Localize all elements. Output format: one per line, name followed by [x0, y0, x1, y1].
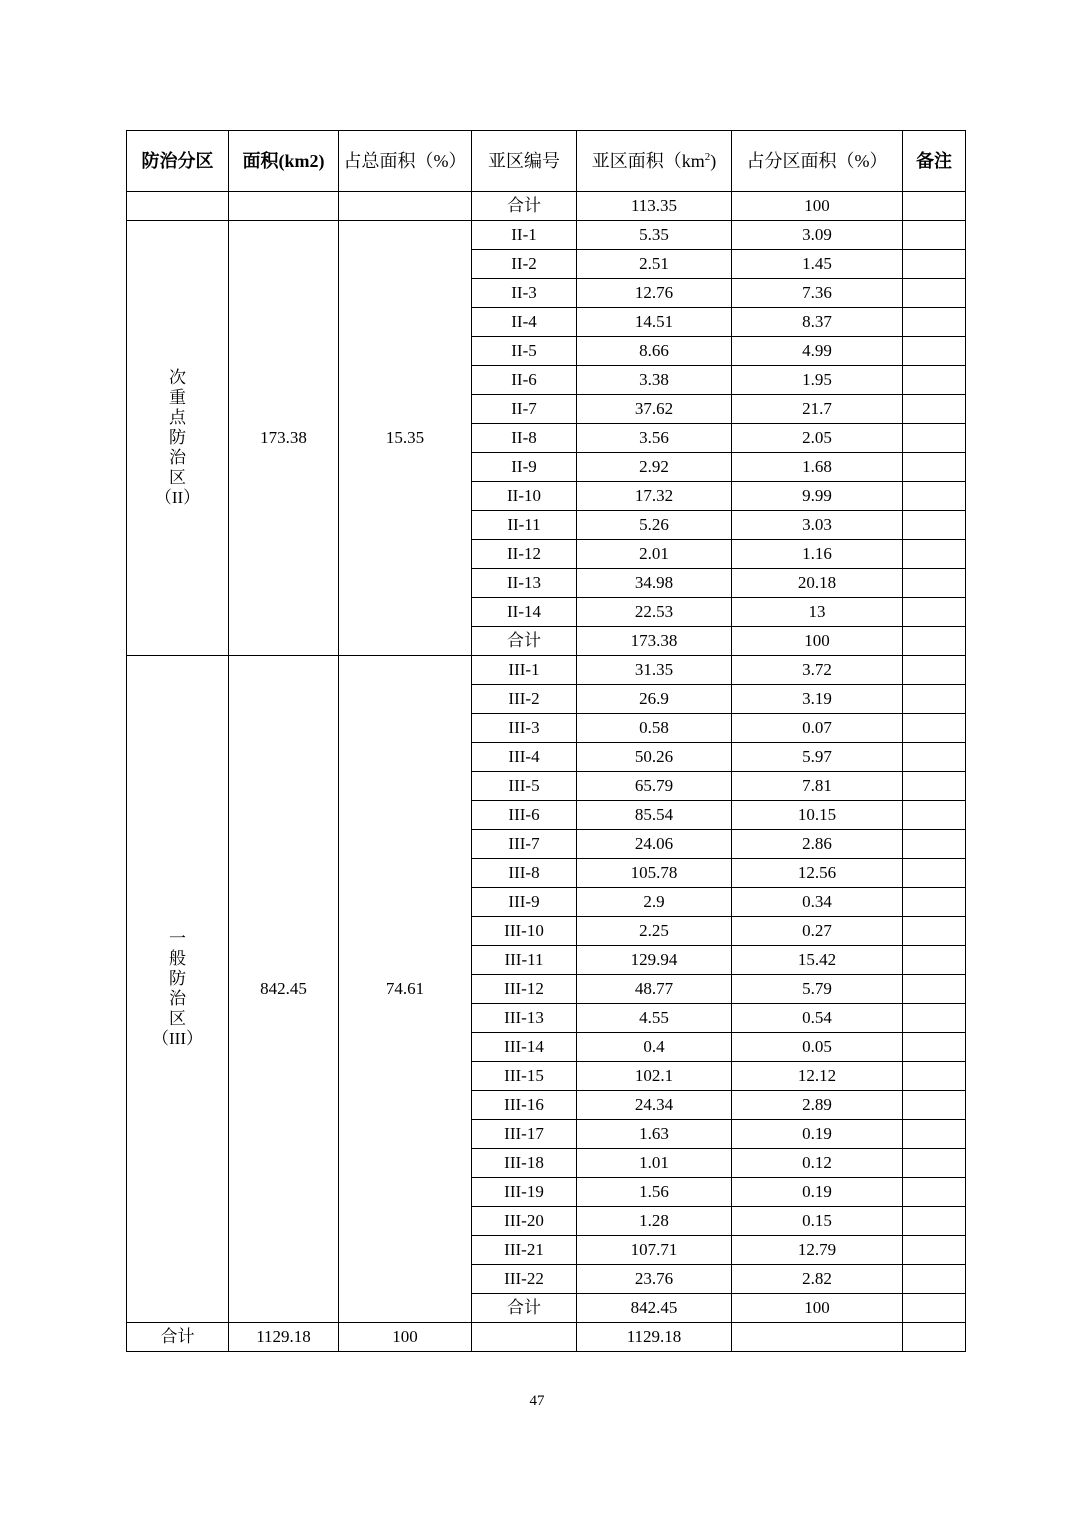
cell-remarks — [903, 1207, 966, 1236]
cell-remarks — [903, 685, 966, 714]
zone-label-char: 治 — [169, 989, 186, 1008]
zone-area-cell: 842.45 — [229, 656, 339, 1323]
cell-subzone: III-1 — [472, 656, 577, 685]
cell-share: 12.79 — [732, 1236, 903, 1265]
cell-share: 8.37 — [732, 308, 903, 337]
cell-remarks — [903, 482, 966, 511]
cell-share: 100 — [732, 192, 903, 221]
cell-subzone: II-1 — [472, 221, 577, 250]
cell-subarea: 1.63 — [577, 1120, 732, 1149]
cell-remarks — [903, 540, 966, 569]
cell-subarea: 14.51 — [577, 308, 732, 337]
cell-subzone: III-22 — [472, 1265, 577, 1294]
cell-remarks — [903, 975, 966, 1004]
zone-label-char: 一 — [169, 929, 186, 948]
cell-subzone: III-9 — [472, 888, 577, 917]
cell-subarea: 2.25 — [577, 917, 732, 946]
cell-subarea: 34.98 — [577, 569, 732, 598]
cell-remarks — [903, 453, 966, 482]
zone-label-char: 区 — [169, 468, 186, 487]
cell-subarea: 2.9 — [577, 888, 732, 917]
zone-label-char: 治 — [169, 448, 186, 467]
zone-label-char: 重 — [169, 388, 186, 407]
cell-remarks — [903, 859, 966, 888]
cell-remarks — [903, 366, 966, 395]
zone-label-char: 点 — [169, 408, 186, 427]
cell-share: 2.82 — [732, 1265, 903, 1294]
cell-subzone: III-4 — [472, 743, 577, 772]
cell-remarks — [903, 801, 966, 830]
cell-share: 0.19 — [732, 1178, 903, 1207]
cell-subarea: 3.38 — [577, 366, 732, 395]
cell-share: 1.95 — [732, 366, 903, 395]
cell-subarea: 2.92 — [577, 453, 732, 482]
cell-subzone: III-3 — [472, 714, 577, 743]
cell-remarks — [903, 308, 966, 337]
cell-subzone: II-2 — [472, 250, 577, 279]
cell-share: 0.15 — [732, 1207, 903, 1236]
cell-remarks — [903, 1004, 966, 1033]
header-remarks: 备注 — [903, 131, 966, 192]
cell-share: 2.05 — [732, 424, 903, 453]
cell-subzone: 合计 — [472, 1294, 577, 1323]
zoning-table — [126, 130, 966, 1352]
cell-remarks — [903, 1323, 966, 1352]
cell-subarea: 4.55 — [577, 1004, 732, 1033]
cell-subarea: 85.54 — [577, 801, 732, 830]
cell-empty — [472, 1323, 577, 1352]
zone-label-char: （II） — [154, 488, 201, 507]
cell-remarks — [903, 511, 966, 540]
page-number: 47 — [529, 1393, 545, 1409]
table-row — [127, 656, 966, 685]
cell-subzone: III-11 — [472, 946, 577, 975]
cell-remarks — [903, 192, 966, 221]
cell-remarks — [903, 569, 966, 598]
cell-share: 3.03 — [732, 511, 903, 540]
cell-remarks — [903, 1062, 966, 1091]
zone-label-char: 般 — [169, 949, 186, 968]
cell-subarea: 65.79 — [577, 772, 732, 801]
header-subarea-text: 亚区面积（km — [591, 151, 705, 171]
cell-share: 13 — [732, 598, 903, 627]
cell-share: 2.86 — [732, 830, 903, 859]
grand-total-area: 1129.18 — [229, 1323, 339, 1352]
cell-subzone: 合计 — [472, 192, 577, 221]
cell-subzone: III-15 — [472, 1062, 577, 1091]
cell-subarea: 1.56 — [577, 1178, 732, 1207]
cell-share: 2.89 — [732, 1091, 903, 1120]
cell-share: 3.19 — [732, 685, 903, 714]
cell-subarea: 8.66 — [577, 337, 732, 366]
cell-subarea: 1.28 — [577, 1207, 732, 1236]
cell-empty — [229, 192, 339, 221]
cell-share: 5.79 — [732, 975, 903, 1004]
cell-subzone: III-10 — [472, 917, 577, 946]
cell-remarks — [903, 395, 966, 424]
cell-empty — [339, 192, 472, 221]
continuation-row — [127, 192, 966, 221]
cell-share: 1.45 — [732, 250, 903, 279]
cell-remarks — [903, 1178, 966, 1207]
cell-subzone: III-13 — [472, 1004, 577, 1033]
cell-subarea: 1.01 — [577, 1149, 732, 1178]
cell-subarea: 5.35 — [577, 221, 732, 250]
cell-subarea: 105.78 — [577, 859, 732, 888]
cell-remarks — [903, 946, 966, 975]
cell-share: 0.07 — [732, 714, 903, 743]
cell-share: 15.42 — [732, 946, 903, 975]
cell-subarea: 2.51 — [577, 250, 732, 279]
cell-share: 0.27 — [732, 917, 903, 946]
cell-subarea: 113.35 — [577, 192, 732, 221]
grand-total-row — [127, 1323, 966, 1352]
cell-share: 1.68 — [732, 453, 903, 482]
cell-share: 7.81 — [732, 772, 903, 801]
cell-subarea: 17.32 — [577, 482, 732, 511]
cell-share: 9.99 — [732, 482, 903, 511]
cell-subzone: III-18 — [472, 1149, 577, 1178]
cell-share: 10.15 — [732, 801, 903, 830]
cell-subzone: III-14 — [472, 1033, 577, 1062]
cell-share: 3.72 — [732, 656, 903, 685]
header-subarea-suffix: ) — [710, 151, 717, 171]
cell-subarea: 22.53 — [577, 598, 732, 627]
cell-subarea: 12.76 — [577, 279, 732, 308]
cell-remarks — [903, 1091, 966, 1120]
grand-total-subarea: 1129.18 — [577, 1323, 732, 1352]
cell-remarks — [903, 830, 966, 859]
cell-remarks — [903, 250, 966, 279]
cell-subzone: II-8 — [472, 424, 577, 453]
cell-remarks — [903, 917, 966, 946]
header-subzone: 亚区编号 — [472, 131, 577, 192]
cell-subzone: III-2 — [472, 685, 577, 714]
header-area: 面积(km2) — [229, 131, 339, 192]
table-header-row — [127, 131, 966, 192]
zone-label-cell — [127, 656, 229, 1323]
zone-label-char: 防 — [169, 428, 186, 447]
zone-label-char: （III） — [152, 1029, 203, 1048]
cell-subzone: II-6 — [472, 366, 577, 395]
cell-subzone: III-7 — [472, 830, 577, 859]
cell-remarks — [903, 888, 966, 917]
cell-subzone: II-5 — [472, 337, 577, 366]
header-subarea — [577, 131, 732, 192]
cell-subzone: III-20 — [472, 1207, 577, 1236]
cell-subarea: 48.77 — [577, 975, 732, 1004]
cell-subzone: II-10 — [472, 482, 577, 511]
cell-remarks — [903, 772, 966, 801]
zone-label-char: 区 — [169, 1009, 186, 1028]
cell-subzone: II-9 — [472, 453, 577, 482]
table-row — [127, 221, 966, 250]
cell-share: 1.16 — [732, 540, 903, 569]
cell-remarks — [903, 598, 966, 627]
cell-remarks — [903, 1294, 966, 1323]
cell-subzone: III-16 — [472, 1091, 577, 1120]
cell-subzone: III-5 — [472, 772, 577, 801]
cell-subarea: 3.56 — [577, 424, 732, 453]
cell-subzone: III-19 — [472, 1178, 577, 1207]
cell-subarea: 107.71 — [577, 1236, 732, 1265]
cell-subarea: 5.26 — [577, 511, 732, 540]
cell-share: 100 — [732, 1294, 903, 1323]
cell-share: 12.12 — [732, 1062, 903, 1091]
cell-subarea: 173.38 — [577, 627, 732, 656]
cell-subarea: 2.01 — [577, 540, 732, 569]
cell-subarea: 26.9 — [577, 685, 732, 714]
cell-share: 0.12 — [732, 1149, 903, 1178]
cell-remarks — [903, 337, 966, 366]
header-share-total: 占总面积（%） — [339, 131, 472, 192]
cell-share: 3.09 — [732, 221, 903, 250]
cell-subzone: III-17 — [472, 1120, 577, 1149]
cell-subzone: 合计 — [472, 627, 577, 656]
cell-empty — [127, 192, 229, 221]
cell-share: 4.99 — [732, 337, 903, 366]
cell-subzone: III-12 — [472, 975, 577, 1004]
cell-share: 12.56 — [732, 859, 903, 888]
cell-subzone: II-7 — [472, 395, 577, 424]
cell-subzone: II-11 — [472, 511, 577, 540]
zone-share-cell: 15.35 — [339, 221, 472, 656]
cell-share: 5.97 — [732, 743, 903, 772]
grand-total-label: 合计 — [127, 1323, 229, 1352]
zone-label-char: 次 — [169, 368, 186, 387]
cell-share: 0.54 — [732, 1004, 903, 1033]
cell-remarks — [903, 1265, 966, 1294]
cell-share: 20.18 — [732, 569, 903, 598]
cell-remarks — [903, 656, 966, 685]
grand-total-share: 100 — [339, 1323, 472, 1352]
cell-subzone: II-12 — [472, 540, 577, 569]
cell-subarea: 50.26 — [577, 743, 732, 772]
header-subarea-sup: 2 — [704, 151, 711, 163]
cell-remarks — [903, 743, 966, 772]
cell-subarea: 0.58 — [577, 714, 732, 743]
cell-subarea: 23.76 — [577, 1265, 732, 1294]
cell-subarea: 24.34 — [577, 1091, 732, 1120]
cell-subarea: 31.35 — [577, 656, 732, 685]
cell-subarea: 24.06 — [577, 830, 732, 859]
cell-remarks — [903, 1033, 966, 1062]
cell-share: 0.19 — [732, 1120, 903, 1149]
cell-subarea: 102.1 — [577, 1062, 732, 1091]
cell-subzone: III-8 — [472, 859, 577, 888]
zone-label-char: 防 — [169, 969, 186, 988]
cell-share: 0.34 — [732, 888, 903, 917]
cell-subzone: III-21 — [472, 1236, 577, 1265]
cell-share: 21.7 — [732, 395, 903, 424]
cell-subzone: II-13 — [472, 569, 577, 598]
cell-remarks — [903, 1149, 966, 1178]
zone-area-cell: 173.38 — [229, 221, 339, 656]
cell-subzone: II-3 — [472, 279, 577, 308]
cell-share: 7.36 — [732, 279, 903, 308]
cell-subarea: 0.4 — [577, 1033, 732, 1062]
header-share-zone: 占分区面积（%） — [732, 131, 903, 192]
cell-remarks — [903, 221, 966, 250]
cell-remarks — [903, 1236, 966, 1265]
cell-remarks — [903, 424, 966, 453]
cell-remarks — [903, 279, 966, 308]
cell-subarea: 129.94 — [577, 946, 732, 975]
cell-subzone: II-14 — [472, 598, 577, 627]
cell-share: 0.05 — [732, 1033, 903, 1062]
cell-remarks — [903, 714, 966, 743]
cell-remarks — [903, 1120, 966, 1149]
cell-empty — [732, 1323, 903, 1352]
cell-subarea: 842.45 — [577, 1294, 732, 1323]
cell-subzone: II-4 — [472, 308, 577, 337]
zone-label-cell — [127, 221, 229, 656]
header-zone: 防治分区 — [127, 131, 229, 192]
cell-remarks — [903, 627, 966, 656]
zone-share-cell: 74.61 — [339, 656, 472, 1323]
cell-share: 100 — [732, 627, 903, 656]
cell-subzone: III-6 — [472, 801, 577, 830]
cell-subarea: 37.62 — [577, 395, 732, 424]
